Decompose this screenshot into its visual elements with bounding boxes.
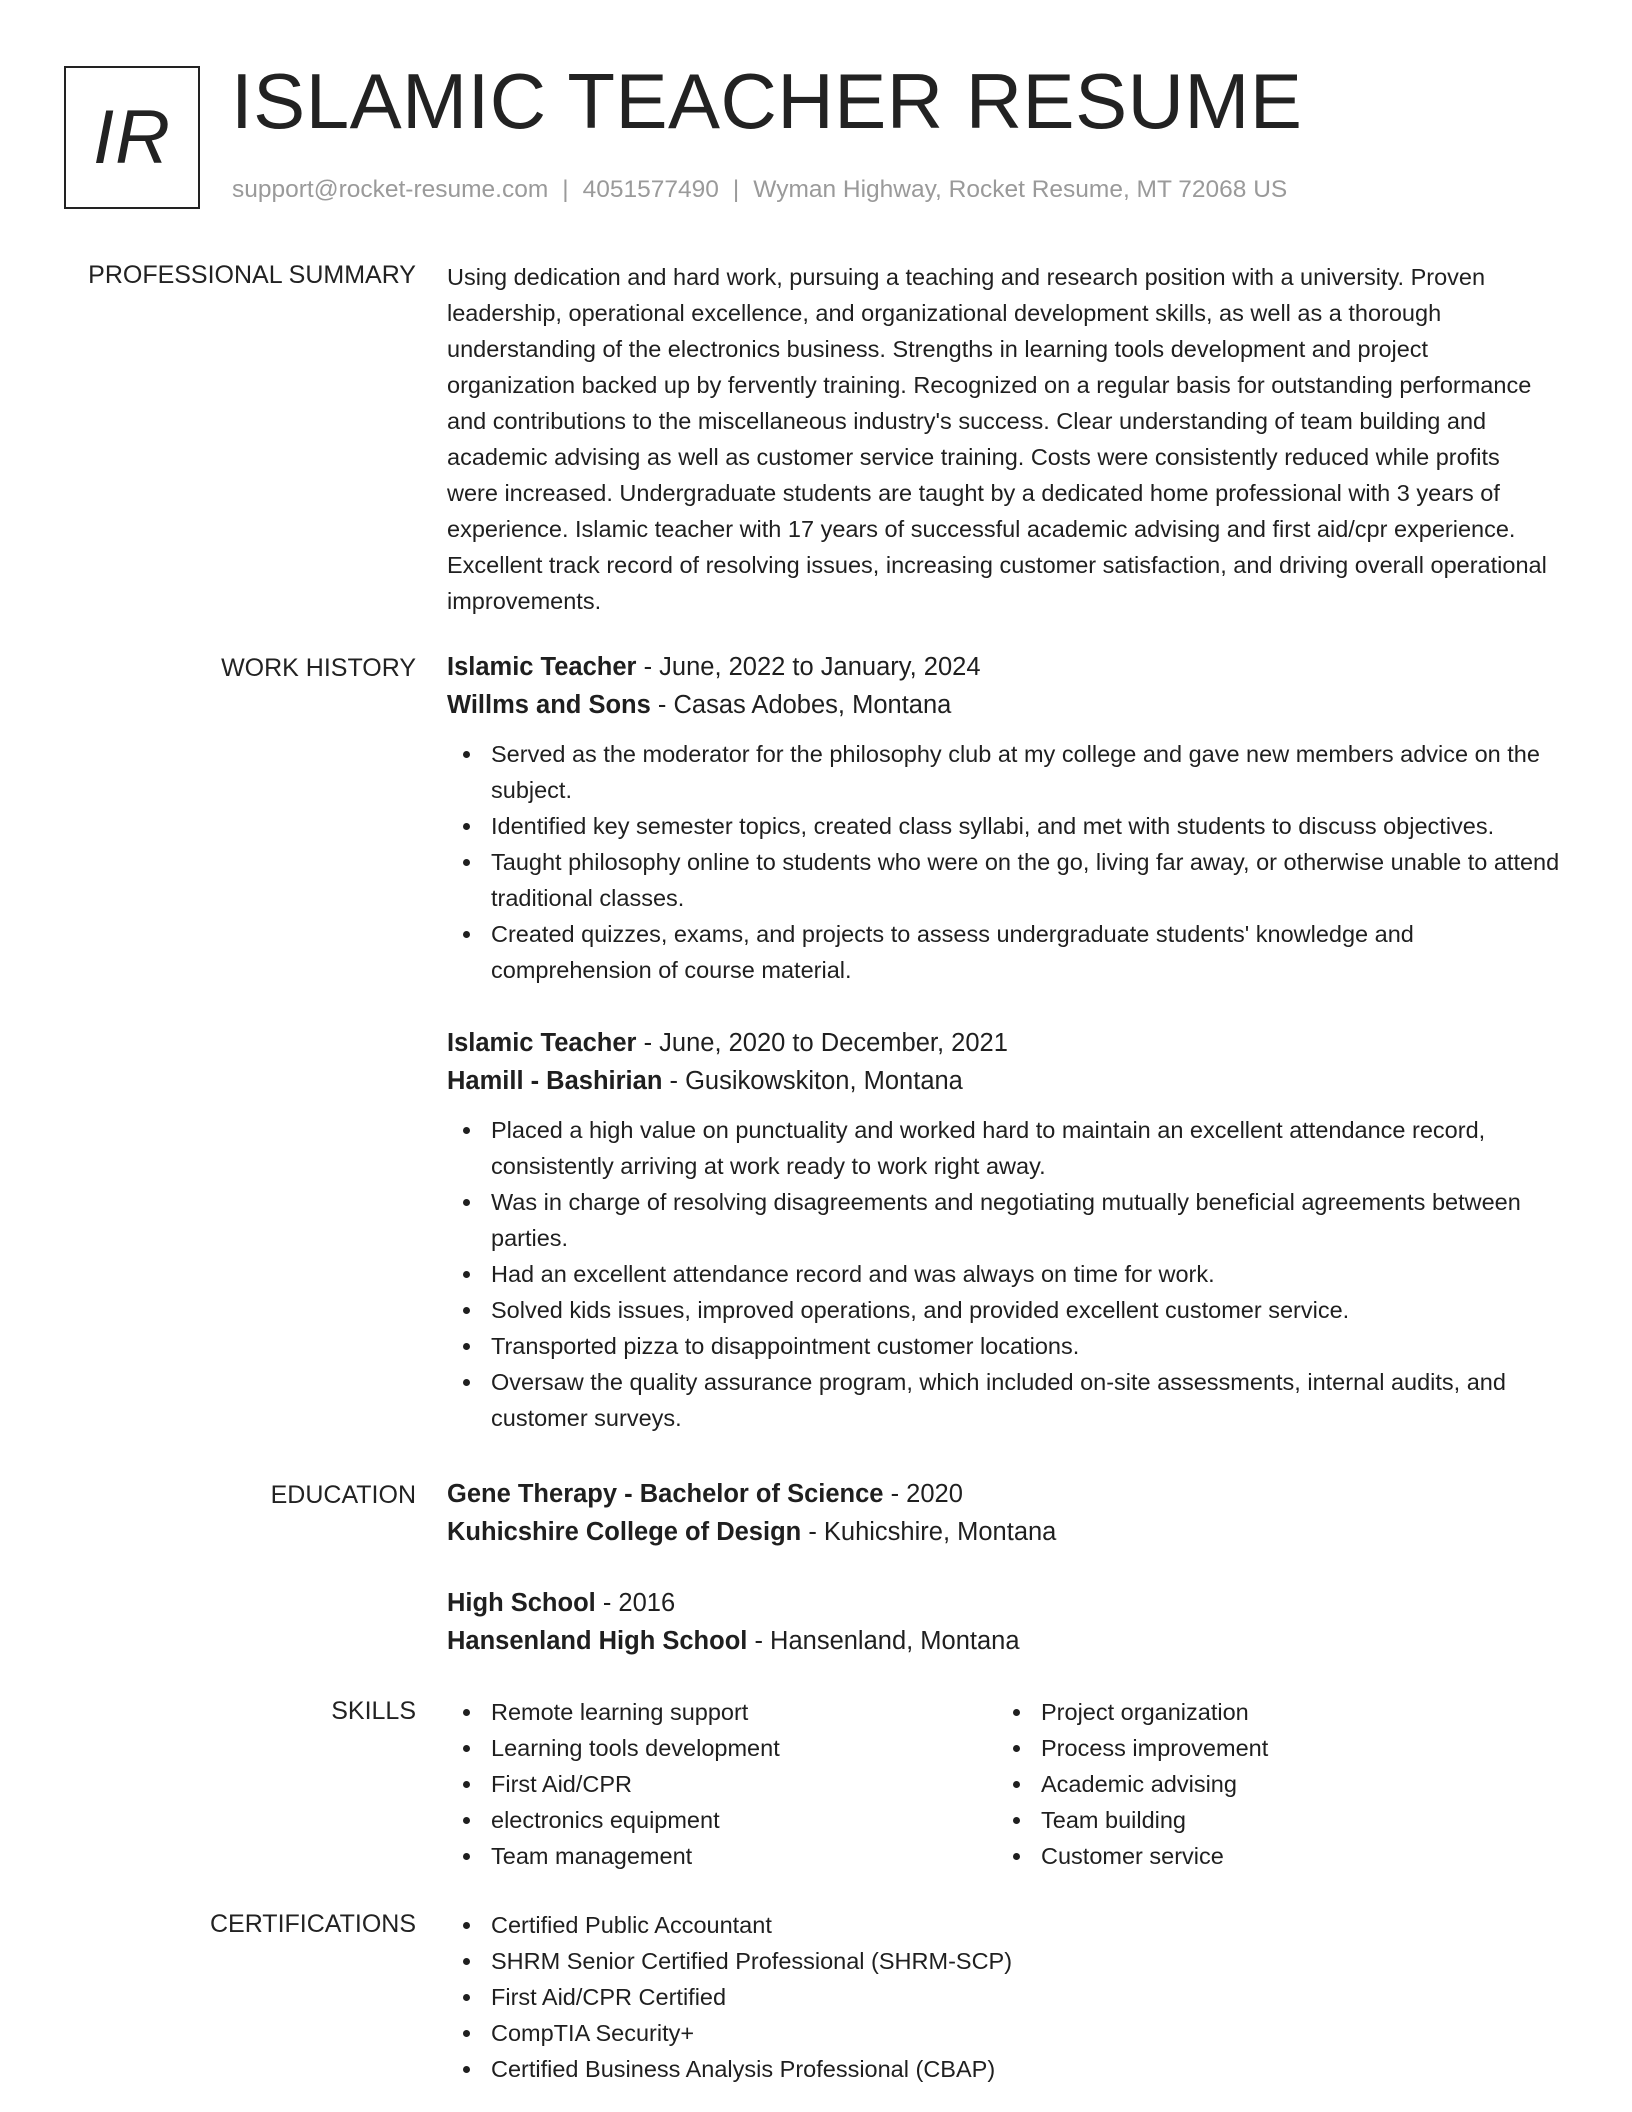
school-name: Kuhicshire College of Design	[447, 1518, 802, 1546]
school-line	[447, 1513, 1567, 1551]
job-duty: Was in charge of resolving disagreements and negotiating mutually beneficial agreements between parties.	[447, 1184, 1567, 1256]
education-entry	[447, 1584, 1567, 1660]
contact-separator: |	[562, 176, 569, 203]
degree-year: - 2020	[883, 1480, 963, 1508]
certification-item: Certified Business Analysis Professional (CBAP)	[447, 2051, 1567, 2087]
job-company-line	[447, 686, 1567, 724]
school-location: - Kuhicshire, Montana	[801, 1518, 1057, 1546]
education-entry	[447, 1475, 1567, 1551]
school-location: - Hansenland, Montana	[747, 1627, 1020, 1655]
job-entry	[447, 648, 1567, 988]
skill-item: Academic advising	[997, 1766, 1547, 1802]
job-duty: Had an excellent attendance record and was always on time for work.	[447, 1256, 1567, 1292]
degree-year: - 2016	[595, 1589, 676, 1617]
job-duty: Placed a high value on punctuality and worked hard to maintain an excellent attendance record, consistently arriving at work ready to work right away.	[447, 1112, 1567, 1184]
summary-text: Using dedication and hard work, pursuing a teaching and research position with a university. Proven leadership, operational excellence, and organizational development skills, as well as a thorough understanding of the electronics business. Strengths in learning tools development and project organization backed up by fervently training. Recognized on a regular basis for outstanding performance and contributions to the miscellaneous industry's success. Clear understanding of team building and academic advising as well as customer service training. Costs were consistently reduced while profits were increased. Undergraduate students are taught by a dedicated home professional with 3 years of experience. Islamic teacher with 17 years of successful academic advising and first aid/cpr experience. Excellent track record of resolving issues, increasing customer satisfaction, and driving overall operational improvements.	[447, 264, 1547, 614]
contact-line	[232, 176, 1287, 204]
monogram-initials: IR	[93, 95, 171, 180]
job-duties-list	[447, 1112, 1567, 1436]
skills-column-right	[997, 1694, 1547, 1874]
degree-line	[447, 1584, 1567, 1622]
degree-name: High School	[447, 1589, 596, 1617]
school-line	[447, 1622, 1567, 1660]
school-name: Hansenland High School	[447, 1627, 748, 1655]
job-title: Islamic Teacher	[447, 653, 637, 681]
skill-item: Team building	[997, 1802, 1547, 1838]
job-dates: - June, 2020 to December, 2021	[636, 1029, 1008, 1057]
job-duty: Transported pizza to disappointment customer locations.	[447, 1328, 1567, 1364]
job-duty: Created quizzes, exams, and projects to assess undergraduate students' knowledge and comprehension of course material.	[447, 916, 1567, 988]
skill-item: Team management	[447, 1838, 997, 1874]
skill-item: First Aid/CPR	[447, 1766, 997, 1802]
education-heading: EDUCATION	[270, 1481, 416, 1509]
job-location: - Casas Adobes, Montana	[650, 691, 952, 719]
job-title-line	[447, 1024, 1567, 1062]
job-title: Islamic Teacher	[447, 1029, 637, 1057]
job-duties-list	[447, 736, 1567, 988]
skills-grid	[447, 1694, 1567, 1874]
certification-item: SHRM Senior Certified Professional (SHRM-SCP)	[447, 1943, 1567, 1979]
skills-list	[997, 1694, 1547, 1874]
skill-item: Customer service	[997, 1838, 1547, 1874]
job-dates: - June, 2022 to January, 2024	[636, 653, 981, 681]
certification-item: Certified Public Accountant	[447, 1907, 1567, 1943]
summary-heading: PROFESSIONAL SUMMARY	[88, 261, 416, 289]
job-duty: Oversaw the quality assurance program, which included on-site assessments, internal audits, and customer surveys.	[447, 1364, 1567, 1436]
degree-line	[447, 1475, 1567, 1513]
certifications-heading: CERTIFICATIONS	[209, 1910, 416, 1938]
skill-item: Remote learning support	[447, 1694, 997, 1730]
job-entry	[447, 1024, 1567, 1436]
job-duty: Identified key semester topics, created class syllabi, and met with students to discuss objectives.	[447, 808, 1567, 844]
job-title-line	[447, 648, 1567, 686]
skill-item: electronics equipment	[447, 1802, 997, 1838]
contact-email[interactable]: support@rocket-resume.com	[232, 176, 549, 203]
skills-column-left	[447, 1694, 997, 1874]
job-location: - Gusikowskiton, Montana	[662, 1067, 963, 1095]
contact-separator: |	[732, 176, 740, 203]
job-company-line	[447, 1062, 1567, 1100]
job-company: Hamill - Bashirian	[447, 1067, 663, 1095]
certifications-block	[447, 1907, 1567, 2087]
certification-item: CompTIA Security+	[447, 2015, 1567, 2051]
skill-item: Process improvement	[997, 1730, 1547, 1766]
degree-name: Gene Therapy - Bachelor of Science	[447, 1480, 884, 1508]
resume-title: ISLAMIC TEACHER RESUME	[231, 57, 1303, 145]
job-duty: Taught philosophy online to students who were on the go, living far away, or otherwise unable to attend traditional classes.	[447, 844, 1567, 916]
certifications-list	[447, 1907, 1567, 2087]
contact-phone[interactable]: 4051577490	[582, 176, 719, 203]
job-duty: Served as the moderator for the philosophy club at my college and gave new members advice on the subject.	[447, 736, 1567, 808]
skills-heading: SKILLS	[331, 1697, 416, 1725]
job-duty: Solved kids issues, improved operations, and provided excellent customer service.	[447, 1292, 1567, 1328]
skill-item: Project organization	[997, 1694, 1547, 1730]
certification-item: First Aid/CPR Certified	[447, 1979, 1567, 2015]
monogram-logo	[64, 66, 200, 209]
skill-item: Learning tools development	[447, 1730, 997, 1766]
work-history-heading: WORK HISTORY	[221, 654, 416, 682]
skills-list	[447, 1694, 997, 1874]
contact-address: Wyman Highway, Rocket Resume, MT 72068 US	[753, 176, 1288, 203]
job-company: Willms and Sons	[447, 691, 651, 719]
